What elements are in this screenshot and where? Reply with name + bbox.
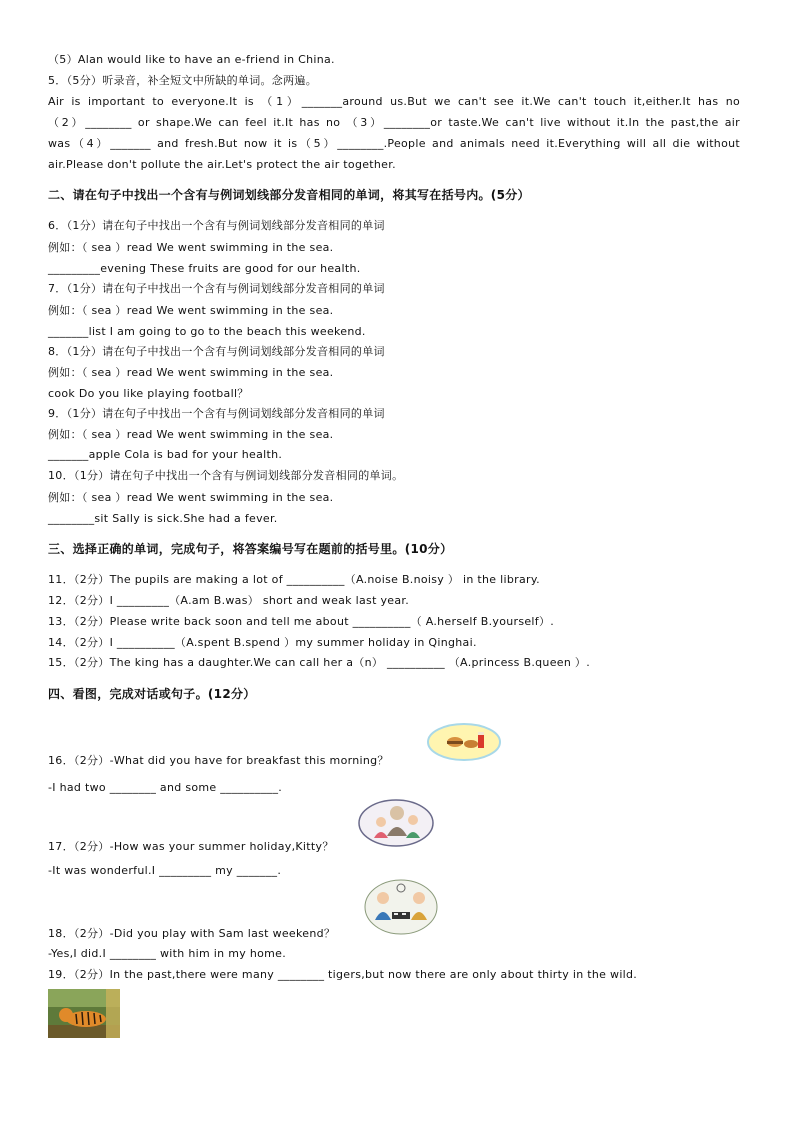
section4-title: 四、看图，完成对话或句子。(12分） (48, 687, 256, 701)
q13: 13．（2分）Please write back soon and tell me about __________（ A.herself B.yourself）. (48, 615, 555, 628)
section2-title: 二、请在句子中找出一个含有与例词划线部分发音相同的单词，将其写在括号内。(5分） (48, 188, 530, 202)
q10-prompt: 10．（1分）请在句子中找出一个含有与例词划线部分发音相同的单词。 (48, 469, 404, 482)
q5-line-1: Air is important to everyone.It is （1）_______around us.But we can't see it.We can't touch it,either.It has no (48, 95, 740, 108)
q15: 15．（2分）The king has a daughter.We can call her a（n） __________ （A.princess B.queen ）. (48, 656, 590, 669)
q18-answer: -Yes,I did.I ________ with him in my home. (48, 947, 287, 960)
q6-example: 例如：（ sea ）read We went swimming in the sea. (48, 241, 334, 254)
breakfast-food-image (426, 722, 502, 762)
family-visit-image (357, 798, 435, 848)
tiger-photo (48, 989, 120, 1038)
q17-question: 17．（2分）-How was your summer holiday,Kitty？ (48, 840, 334, 853)
q5-line-4: air.Please don't pollute the air.Let's protect the air together. (48, 158, 396, 171)
q8-answer-line: cook Do you like playing football？ (48, 387, 249, 400)
q9-example: 例如：（ sea ）read We went swimming in the sea. (48, 428, 334, 441)
q17-answer: -It was wonderful.I _________ my _______. (48, 864, 282, 877)
q8-example: 例如：（ sea ）read We went swimming in the sea. (48, 366, 334, 379)
q11: 11．（2分）The pupils are making a lot of __________（A.noise B.noisy ） in the library. (48, 573, 540, 586)
q7-example: 例如：（ sea ）read We went swimming in the sea. (48, 304, 334, 317)
q9-answer-line: _______apple Cola is bad for your health. (48, 448, 283, 461)
q12: 12．（2分）I _________（A.am B.was） short and weak last year. (48, 594, 410, 607)
section3-title: 三、选择正确的单词，完成句子，将答案编号写在题前的括号里。(10分） (48, 542, 453, 556)
q10-example: 例如：（ sea ）read We went swimming in the sea. (48, 491, 334, 504)
q18-question: 18．（2分）-Did you play with Sam last weekend？ (48, 927, 336, 940)
q6-prompt: 6．（1分）请在句子中找出一个含有与例词划线部分发音相同的单词 (48, 219, 385, 232)
playing-chess-image (363, 878, 439, 936)
q6-answer-line: _________evening These fruits are good for our health. (48, 262, 361, 275)
q14: 14．（2分）I __________（A.spent B.spend ）my summer holiday in Qinghai. (48, 636, 477, 649)
q8-prompt: 8．（1分）请在句子中找出一个含有与例词划线部分发音相同的单词 (48, 345, 385, 358)
q5-line-2: （2）________ or shape.We can feel it.It has no （3）________or taste.We can't live without it.In the past,the air (48, 116, 740, 129)
q7-prompt: 7．（1分）请在句子中找出一个含有与例词划线部分发音相同的单词 (48, 282, 385, 295)
q5-line-3: was（4）_______ and fresh.But now it is（5）________.People and animals need it.Everything will all die without (48, 137, 740, 150)
q5-header: 5．（5分）听录音，补全短文中所缺的单词。念两遍。 (48, 74, 317, 87)
q4-item5: （5）Alan would like to have an e-friend in China. (48, 53, 335, 66)
q16-answer: -I had two ________ and some __________. (48, 781, 283, 794)
q19-question: 19．（2分）In the past,there were many ________ tigers,but now there are only about thirty in the wild. (48, 968, 638, 981)
q16-question: 16．（2分）-What did you have for breakfast this morning？ (48, 754, 389, 767)
q10-answer-line: ________sit Sally is sick.She had a fever. (48, 512, 278, 525)
q9-prompt: 9．（1分）请在句子中找出一个含有与例词划线部分发音相同的单词 (48, 407, 385, 420)
q7-answer-line: _______list I am going to go to the beach this weekend. (48, 325, 366, 338)
